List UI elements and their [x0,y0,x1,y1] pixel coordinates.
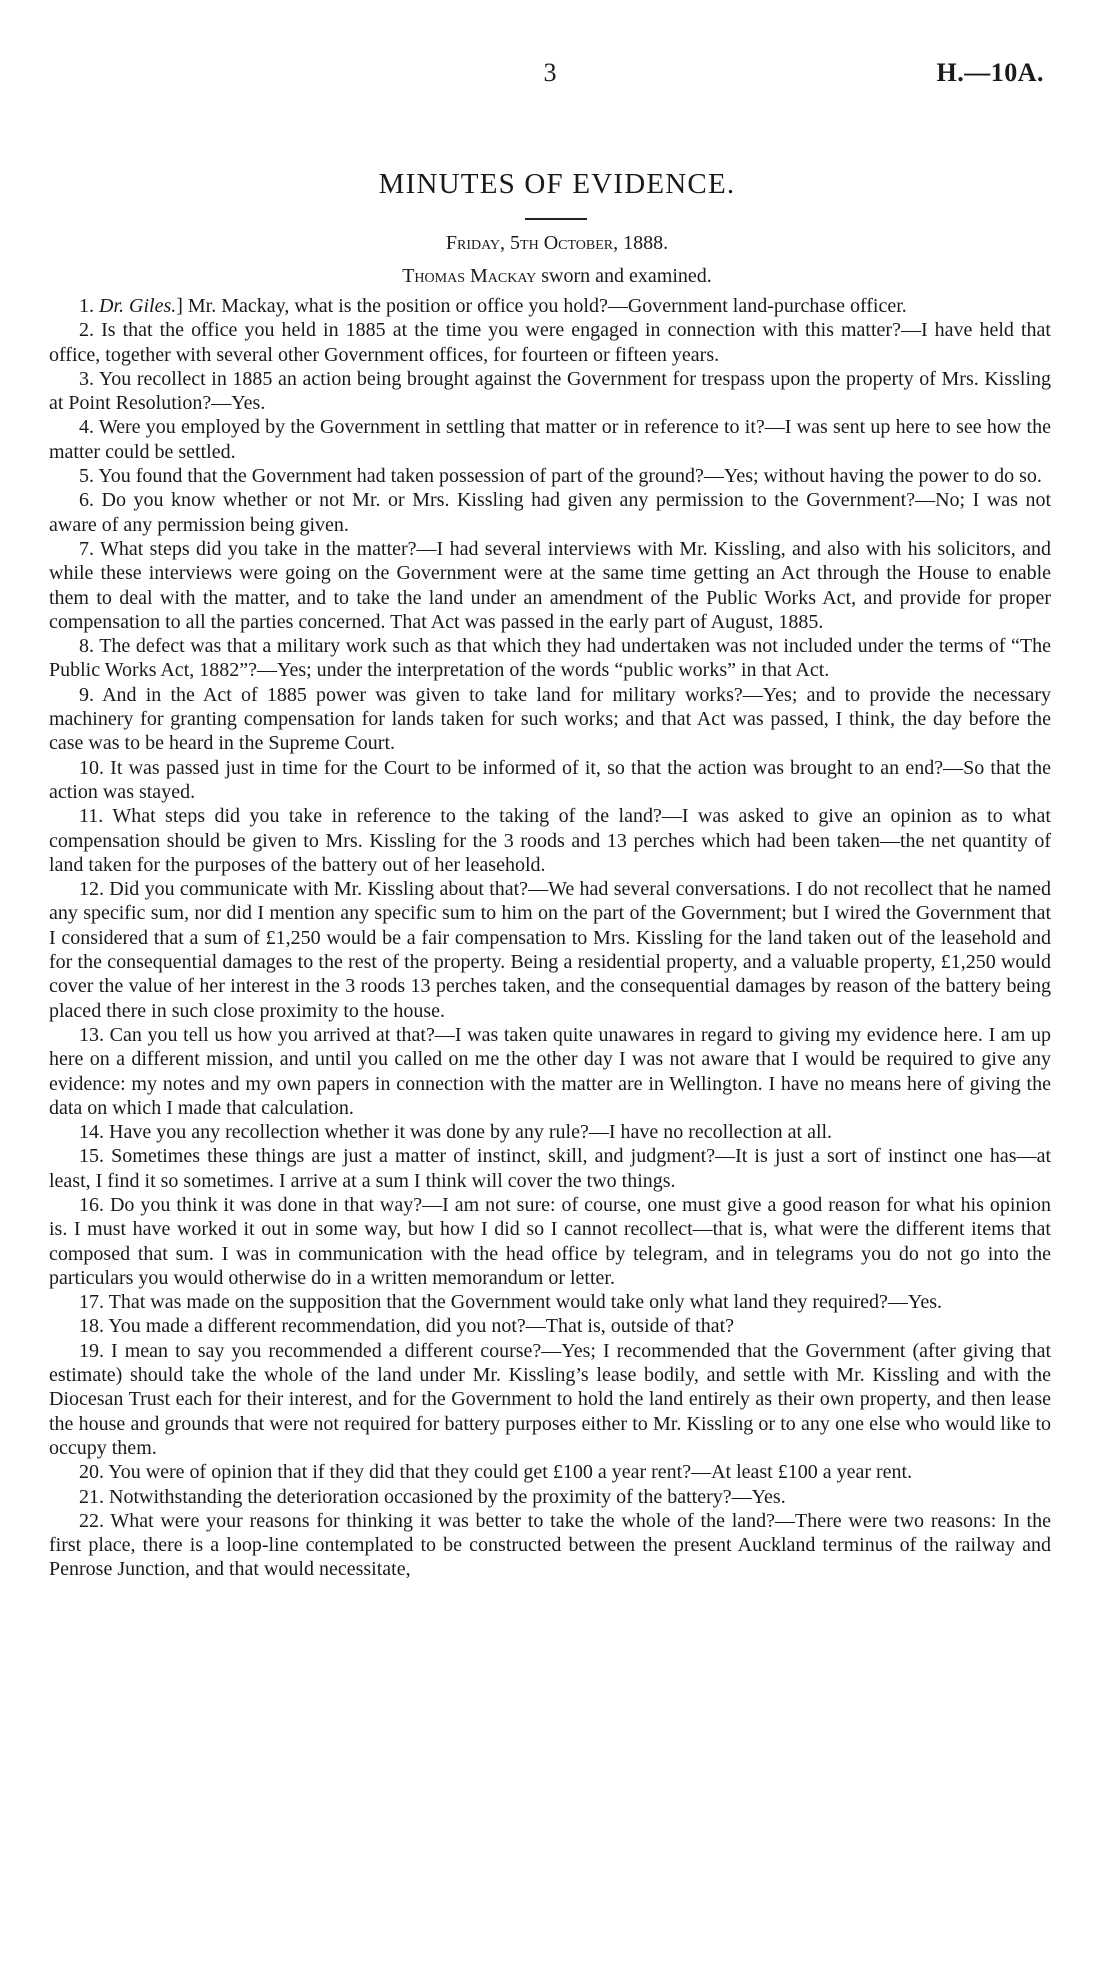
document-code: H.—10A. [936,58,1044,87]
evidence-body [49,294,1051,1582]
question-20: 20. You were of opinion that if they did that they could get £100 a year rent?—At least £100 a year rent. [79,1461,913,1484]
question-13: 13. Can you tell us how you arrived at that?—I was taken quite unawares in regard to giving my evidence here. I am up here on a different mission, and until you called on me the other day I was not aware that I would be required to give any evidence: my notes and my own papers in connection with the matter are in Wellington. I have no means here of giving the data on which I made that calculation. [49,1023,1051,1119]
witness-status: sworn and examined. [536,265,712,287]
question-1-text: ] Mr. Mackay, what is the position or office you hold?—Government land-purchase officer. [176,295,907,317]
page-title: MINUTES OF EVIDENCE. [378,168,736,200]
question-1-speaker: Dr. Giles. [99,295,177,317]
question-3: 3. You recollect in 1885 an action being brought against the Government for trespass upon the property of Mrs. Kissling at Point Resolution?—Yes. [49,367,1051,415]
question-9: 9. And in the Act of 1885 power was given to take land for military works?—Yes; and to provide the necessary machinery for granting compensation for lands taken for such works; and that Act was passed, I think, the day before the case was to be heard in the Supreme Court. [49,683,1051,755]
question-7: 7. What steps did you take in the matter?—I had several interviews with Mr. Kissling, and also with his solicitors, and while these interviews were going on the Government were at the same time getting an Act through the House to enable them to deal with the matter, and to take the land under an amendment of the Public Works Act, and provide for proper compensation to all the parties concerned. That Act was passed in the early part of August, 1885. [49,537,1051,633]
question-21: 21. Notwithstanding the deterioration occasioned by the proximity of the battery?—Yes. [79,1485,786,1508]
question-10: 10. It was passed just in time for the Court to be informed of it, so that the action was brought to an end?—So that the action was stayed. [49,756,1051,803]
date-line: Friday, 5th October, 1888. [445,232,669,254]
question-12: 12. Did you communicate with Mr. Kissling about that?—We had several conversations. I do not recollect that he named any specific sum, nor did I mention any specific sum to him on the part of the Government; but I wired the Government that I considered that a sum of £1,250 would be a fair compensation to Mrs. Kissling for the land taken out of the leasehold and for the consequential damages to the rest of the property. Being a residential property, and a valuable property, £1,250 would cover the value of her interest in the 3 roods 13 perches taken, and the consequential damages by reason of the battery being placed there in such close proximity to the house. [49,878,1051,1022]
question-6: 6. Do you know whether or not Mr. or Mrs. Kissling had given any permission to the Government?—No; I was not aware of any permission being given. [49,489,1051,536]
question-8: 8. The defect was that a military work such as that which they had undertaken was not included under the terms of “The Public Works Act, 1882”?—Yes; under the interpretation of the words “public works” in that Act. [49,635,1051,682]
question-5: 5. You found that the Government had taken possession of part of the ground?—Yes; without having the power to do so. [79,465,1042,488]
question-18: 18. You made a different recommendation, did you not?—That is, outside of that? [79,1315,735,1338]
witness-name: Thomas Mackay [402,265,537,287]
witness-line [0,265,1114,288]
question-19: 19. I mean to say you recommended a different course?—Yes; I recommended that the Government (after giving that estimate) should take the whole of the land under Mr. Kissling’s lease bodily, and settle with Mr. Kissling and with the Diocesan Trust each for their interest, and for the Government to hold the land entirely as their own property, and then lease the house and grounds that were not required for battery purposes either to Mr. Kissling or to any one else who would like to occupy them. [49,1339,1051,1459]
question-4: 4. Were you employed by the Government in settling that matter or in reference to it?—I was sent up here to see how the matter could be settled. [49,416,1051,463]
question-17: 17. That was made on the supposition that the Government would take only what land they required?—Yes. [79,1291,942,1314]
page-number: 3 [543,58,557,87]
question-16: 16. Do you think it was done in that way?—I am not sure: of course, one must give a good reason for what his opinion is. I must have worked it out in some way, but how I did so I cannot recollect—that is, what were the different items that composed that sum. I was in communication with the head office by telegram, and in telegrams you do not go into the particulars you would otherwise do in a written memorandum or letter. [49,1193,1051,1289]
question-22: 22. What were your reasons for thinking it was better to take the whole of the land?—There were two reasons: In the first place, there is a loop-line contemplated to be constructed between the present Auckland terminus of the railway and Penrose Junction, and that would necessitate, [49,1509,1051,1581]
question-11: 11. What steps did you take in reference to the taking of the land?—I was asked to give an opinion as to what compensation should be given to Mrs. Kissling for the 3 roods and 13 perches which had been taken—the net quantity of land taken for the purposes of the battery out of her leasehold. [49,805,1051,876]
question-2: 2. Is that the office you held in 1885 at the time you were engaged in connection with this matter?—I have held that office, together with several other Government offices, for fourteen or fifteen years. [49,319,1051,366]
question-15: 15. Sometimes these things are just a matter of instinct, skill, and judgment?—It is just a sort of instinct one has—at least, I find it so sometimes. I arrive at a sum I think will cover the two things. [49,1145,1051,1192]
question-1 [49,294,1051,318]
question-14: 14. Have you any recollection whether it was done by any rule?—I have no recollection at all. [79,1121,833,1144]
title-divider [525,218,587,220]
question-1-number: 1. [79,295,99,317]
